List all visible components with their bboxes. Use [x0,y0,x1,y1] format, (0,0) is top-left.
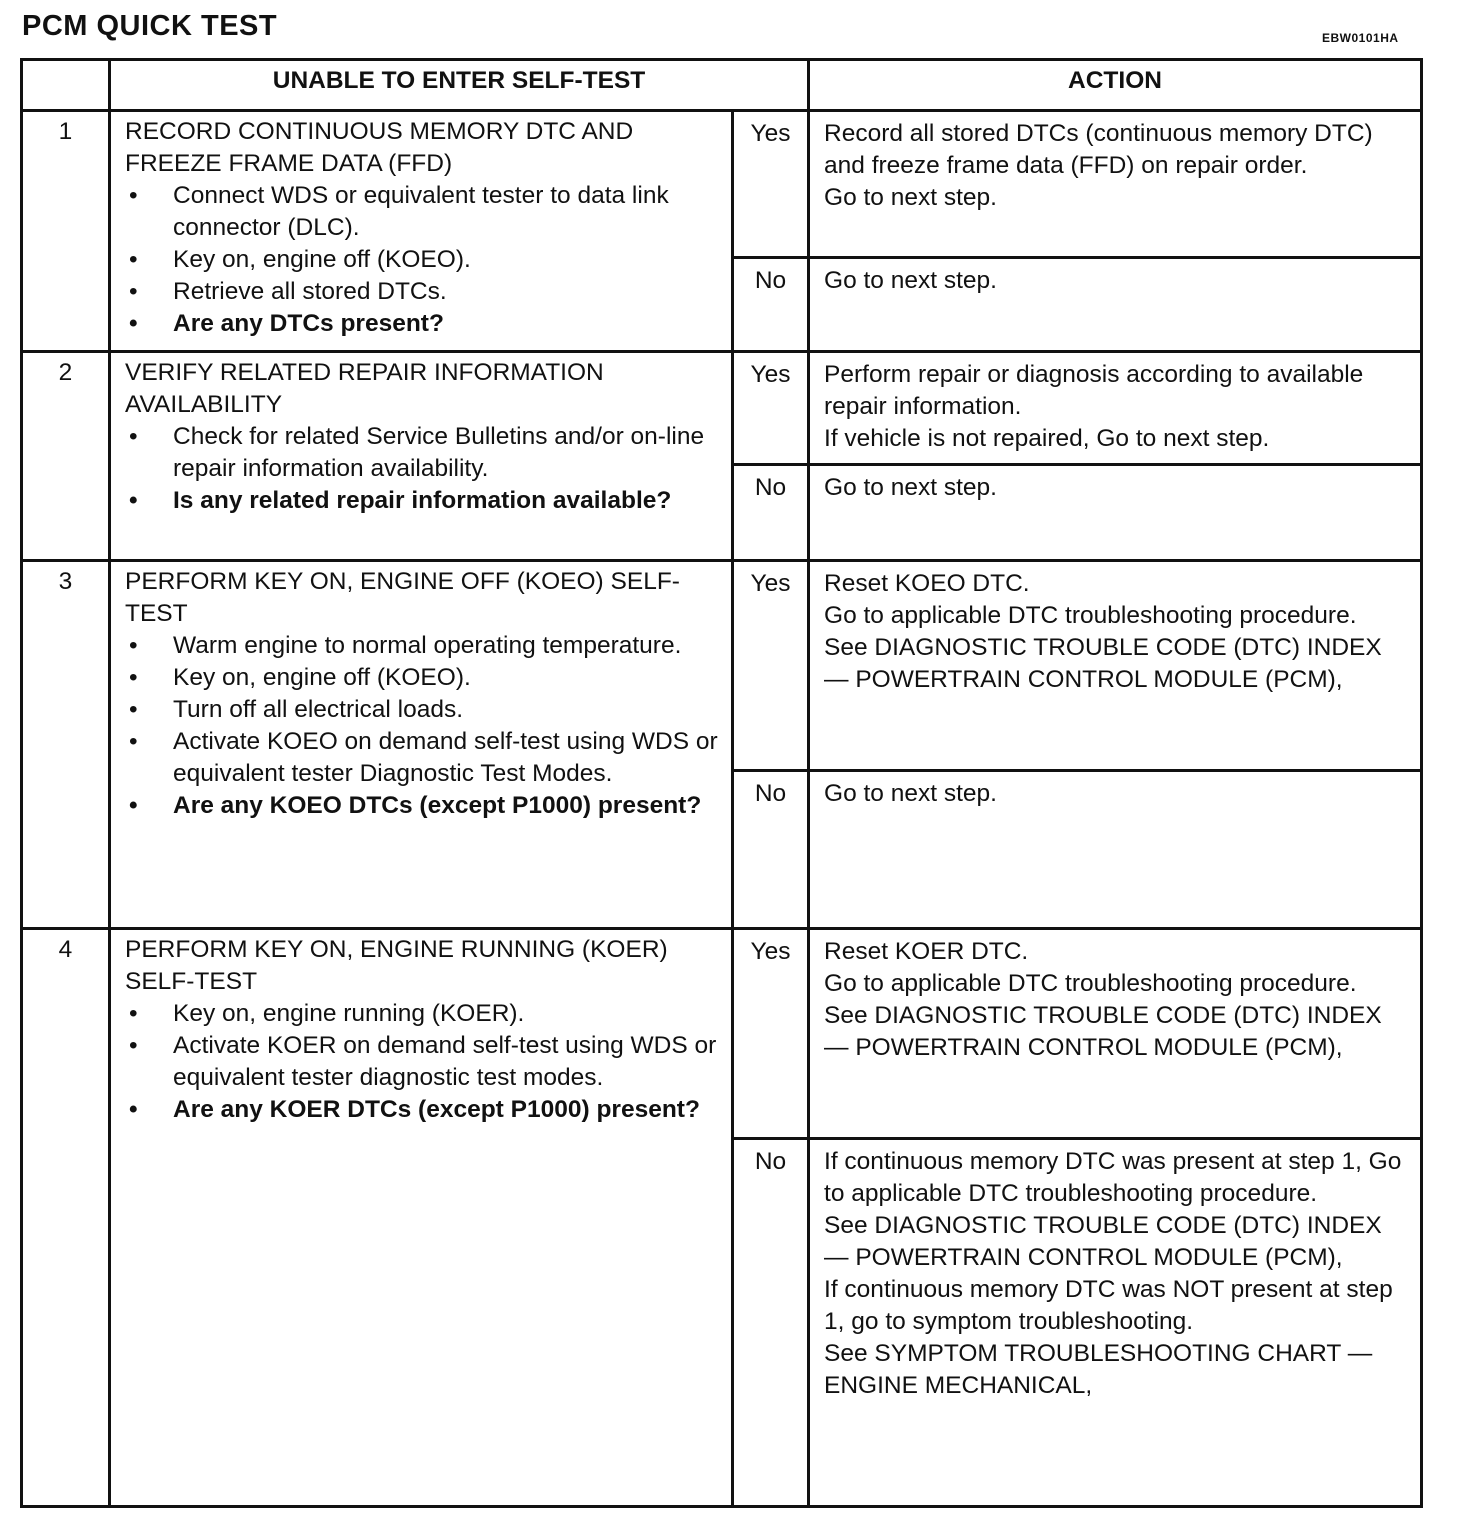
step-bullets [125,421,721,517]
step-question: • Is any related repair information available? [125,485,721,517]
action-column-header: ACTION [809,60,1422,111]
list-item: • Key on, engine off (KOEO). [125,662,721,694]
action-line: Go to applicable DTC troubleshooting procedure. [824,970,1357,997]
list-item: • Key on, engine running (KOER). [125,998,721,1030]
step-description [110,929,733,1507]
action-line: If continuous memory DTC was present at step 1, Go to applicable DTC troubleshooting procedure. [824,1148,1402,1207]
step-question: • Are any KOER DTCs (except P1000) present? [125,1094,721,1126]
action-line: Reset KOEO DTC. [824,570,1030,597]
yes-label: Yes [733,352,809,465]
no-action [809,258,1422,352]
yes-action [809,561,1422,771]
action-line: Go to next step. [824,267,997,294]
list-item: • Activate KOEO on demand self-test using WDS or equivalent tester Diagnostic Test Modes. [125,726,721,790]
step-description [110,111,733,352]
step-number-header [22,60,110,111]
table-header-row [22,60,1422,111]
no-label: No [733,258,809,352]
step-2-yes-row [22,352,1422,465]
step-description [110,561,733,929]
step-heading: PERFORM KEY ON, ENGINE OFF (KOEO) SELF-TEST [125,568,680,627]
step-3-yes-row [22,561,1422,771]
step-question: • Are any DTCs present? [125,308,721,340]
list-item: • Connect WDS or equivalent tester to data link connector (DLC). [125,180,721,244]
yes-label: Yes [733,111,809,258]
list-item: • Activate KOER on demand self-test using WDS or equivalent tester diagnostic test modes. [125,1030,721,1094]
no-label: No [733,465,809,561]
step-4-yes-row [22,929,1422,1139]
no-action [809,1139,1422,1507]
action-line: See DIAGNOSTIC TROUBLE CODE (DTC) INDEX — POWERTRAIN CONTROL MODULE (PCM), [824,1002,1382,1061]
step-bullets [125,180,721,340]
list-item: • Key on, engine off (KOEO). [125,244,721,276]
step-column-header: UNABLE TO ENTER SELF-TEST [110,60,809,111]
figure-code: EBW0101HA [1322,31,1399,45]
step-number: 3 [22,561,110,929]
yes-action [809,352,1422,465]
action-line: Record all stored DTCs (continuous memory DTC) and freeze frame data (FFD) on repair order. [824,120,1373,179]
step-number: 2 [22,352,110,561]
yes-action [809,111,1422,258]
action-line: Perform repair or diagnosis according to available repair information. [824,361,1364,420]
action-line: See DIAGNOSTIC TROUBLE CODE (DTC) INDEX — POWERTRAIN CONTROL MODULE (PCM), [824,634,1382,693]
yes-label: Yes [733,561,809,771]
step-number: 4 [22,929,110,1507]
list-item: • Check for related Service Bulletins and/or on-line repair information availability. [125,421,721,485]
quick-test-table [20,58,1423,1508]
step-heading: PERFORM KEY ON, ENGINE RUNNING (KOER) SELF-TEST [125,936,668,995]
step-question: • Are any KOEO DTCs (except P1000) present? [125,790,721,822]
step-bullets [125,630,721,822]
action-line: If vehicle is not repaired, Go to next step. [824,425,1270,452]
list-item: • Retrieve all stored DTCs. [125,276,721,308]
yes-action [809,929,1422,1139]
step-description [110,352,733,561]
no-action [809,771,1422,929]
action-line: Go to next step. [824,780,997,807]
action-line: See DIAGNOSTIC TROUBLE CODE (DTC) INDEX — POWERTRAIN CONTROL MODULE (PCM), [824,1212,1382,1271]
page-title: PCM QUICK TEST [22,10,278,42]
action-line: Go to next step. [824,474,997,501]
yes-label: Yes [733,929,809,1139]
action-line: Go to next step. [824,184,997,211]
no-label: No [733,1139,809,1507]
action-line: See SYMPTOM TROUBLESHOOTING CHART — ENGINE MECHANICAL, [824,1340,1373,1399]
step-heading: RECORD CONTINUOUS MEMORY DTC AND FREEZE FRAME DATA (FFD) [125,118,634,177]
step-number: 1 [22,111,110,352]
step-1-yes-row [22,111,1422,258]
action-line: Reset KOER DTC. [824,938,1029,965]
action-line: Go to applicable DTC troubleshooting procedure. [824,602,1357,629]
list-item: • Warm engine to normal operating temperature. [125,630,721,662]
action-line: If continuous memory DTC was NOT present at step 1, go to symptom troubleshooting. [824,1276,1393,1335]
step-bullets [125,998,721,1126]
step-heading: VERIFY RELATED REPAIR INFORMATION AVAILABILITY [125,359,604,418]
no-label: No [733,771,809,929]
no-action [809,465,1422,561]
list-item: • Turn off all electrical loads. [125,694,721,726]
